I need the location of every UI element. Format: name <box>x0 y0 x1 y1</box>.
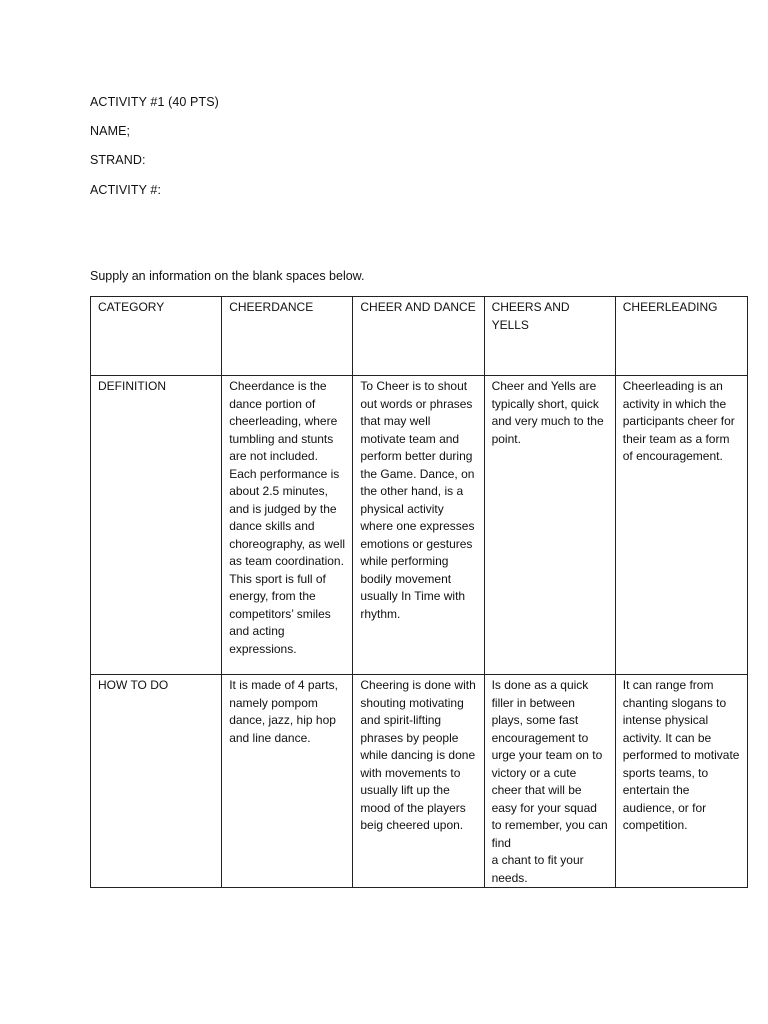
activity-table <box>90 296 748 888</box>
name-label: NAME; <box>90 124 131 138</box>
table-header-row <box>91 297 748 376</box>
strand-label: STRAND: <box>90 153 146 167</box>
how-to-do-cheerleading-cell: It can range from chanting slogans to intense physical activity. It can be performed to motivate sports teams, to entertain the audience, or for competition. <box>615 675 747 888</box>
how-to-do-cheers-and-yells-cell: Is done as a quick filler in between plays, some fast encouragement to urge your team on to victory or a cute cheer that will be easy for your squad to remember, you can find a chant to fit your needs. <box>484 675 615 888</box>
column-header-category: CATEGORY <box>91 297 222 376</box>
row-label-definition: DEFINITION <box>91 376 222 675</box>
table-row-definition <box>91 376 748 675</box>
definition-cheer-and-dance-cell: To Cheer is to shout out words or phrases that may well motivate team and perform better during the Game. Dance, on the other hand, is a physical activity where one expresses emotions or gestures while performing bodily movement usually In Time with rhythm. <box>353 376 484 675</box>
instruction-text: Supply an information on the blank spaces below. <box>90 269 365 283</box>
definition-cheers-and-yells-cell: Cheer and Yells are typically short, quick and very much to the point. <box>484 376 615 675</box>
row-label-how-to-do: HOW TO DO <box>91 675 222 888</box>
definition-cheerleading-cell: Cheerleading is an activity in which the participants cheer for their team as a form of encouragement. <box>615 376 747 675</box>
activity-number-label: ACTIVITY #: <box>90 183 162 197</box>
how-to-do-cheerdance-cell: It is made of 4 parts, namely pompom dance, jazz, hip hop and line dance. <box>222 675 353 888</box>
table-row-how-to-do <box>91 675 748 888</box>
activity-title: ACTIVITY #1 (40 PTS) <box>90 95 219 109</box>
definition-cheerdance-cell: Cheerdance is the dance portion of cheerleading, where tumbling and stunts are not included. Each performance is about 2.5 minutes, and is judged by the dance skills and choreography, as well as team coordination. This sport is full of energy, from the competitors’ smiles and acting expressions. <box>222 376 353 675</box>
column-header-cheerdance: CHEERDANCE <box>222 297 353 376</box>
column-header-cheer-and-dance: CHEER AND DANCE <box>353 297 484 376</box>
column-header-cheers-and-yells: CHEERS AND YELLS <box>484 297 615 376</box>
how-to-do-cheer-and-dance-cell: Cheering is done with shouting motivating and spirit-lifting phrases by people while dancing is done with movements to usually lift up the mood of the players beig cheered upon. <box>353 675 484 888</box>
column-header-cheerleading: CHEERLEADING <box>615 297 747 376</box>
